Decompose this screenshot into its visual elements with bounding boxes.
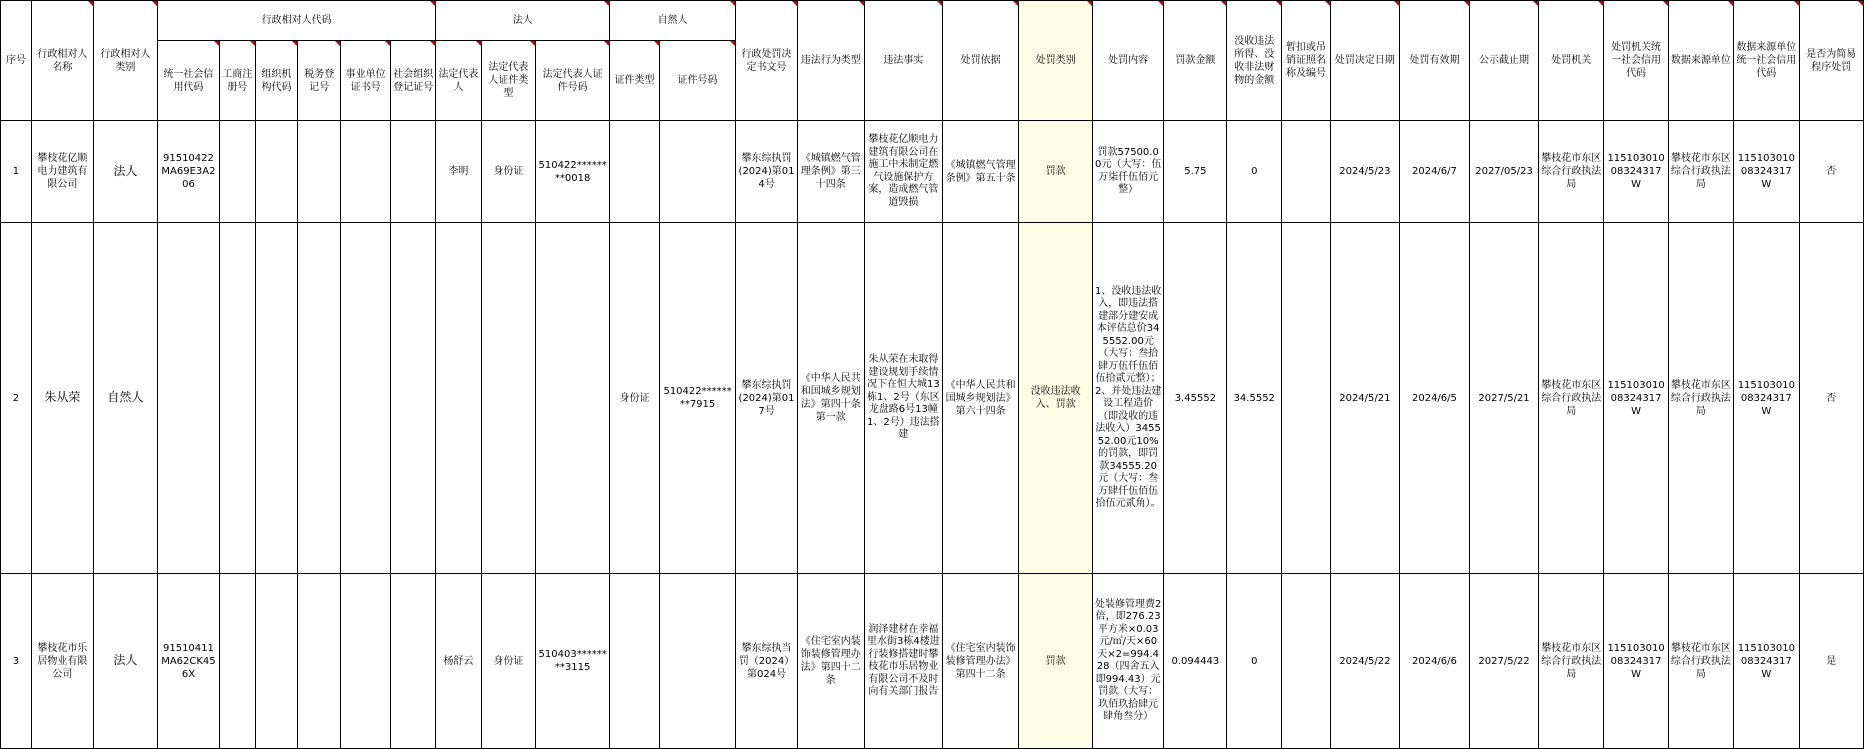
cell-category: 法人	[93, 574, 157, 749]
cell-publish-end: 2027/5/21	[1470, 223, 1539, 574]
header-np-id-type: 证件类型	[610, 41, 660, 121]
cell-penalty-category: 罚款	[1019, 574, 1093, 749]
cell-decision-date: 2024/5/21	[1330, 223, 1399, 574]
header-legal-rep-id-no: 法定代表人证件号码	[536, 41, 610, 121]
cell-penalty-category: 没收违法收入、罚款	[1019, 223, 1093, 574]
comment-marker-icon	[604, 41, 609, 46]
comment-marker-icon	[1013, 1, 1018, 6]
cell-category: 自然人	[93, 223, 157, 574]
comment-marker-icon	[530, 41, 535, 46]
cell-suspend-cert	[1282, 121, 1331, 223]
cell-seq: 1	[1, 121, 32, 223]
cell-confiscation: 0	[1227, 121, 1282, 223]
header-row-1	[1, 1, 1864, 41]
header-valid-until: 处罚有效期	[1399, 1, 1469, 121]
cell-tax-reg	[298, 574, 341, 749]
cell-biz-reg	[219, 574, 255, 749]
cell-confiscation: 34.5552	[1227, 223, 1282, 574]
cell-source-unit: 攀枝花市东区综合行政执法局	[1668, 223, 1733, 574]
cell-publish-end: 2027/5/22	[1470, 574, 1539, 749]
cell-seq: 2	[1, 223, 32, 574]
header-tax-reg: 税务登记号	[298, 41, 341, 121]
cell-source-code: 11510301008324317W	[1734, 574, 1799, 749]
cell-decision-no: 攀东综执当罚（2024）第024号	[736, 574, 798, 749]
cell-simple-proc: 否	[1799, 121, 1863, 223]
comment-marker-icon	[1464, 1, 1469, 6]
cell-biz-reg	[219, 223, 255, 574]
cell-penalty-content: 1、没收违法收入，即违法搭建部分建安成本评估总价345552.00元（大写：叁拾肆万伍仟伍佰伍拾贰元整）；2、并处违法建设工程造价（即没收的违法收入）345552.00元10%的罚款，即罚款34555.20元（大写：叁万肆仟伍佰伍拾伍元贰角）。	[1092, 223, 1163, 574]
header-social-org: 社会组织登记证号	[391, 41, 436, 121]
header-facts: 违法事实	[864, 1, 943, 121]
comment-marker-icon	[1794, 1, 1799, 6]
comment-marker-icon	[1728, 1, 1733, 6]
cell-name: 攀枝花市乐居物业有限公司	[31, 574, 93, 749]
header-uscc: 统一社会信用代码	[158, 41, 220, 121]
cell-valid-until: 2024/6/6	[1399, 574, 1469, 749]
header-publish-end: 公示截止期	[1470, 1, 1539, 121]
cell-legal-rep: 杨舒云	[436, 574, 481, 749]
cell-violation-type: 《城镇燃气管理条例》第三十四条	[797, 121, 864, 223]
cell-basis: 《城镇燃气管理条例》第五十条	[943, 121, 1019, 223]
comment-marker-icon	[250, 41, 255, 46]
comment-marker-icon	[430, 41, 435, 46]
cell-authority-code: 11510301008324317W	[1604, 223, 1668, 574]
cell-inst-cert	[341, 223, 391, 574]
cell-legal-rep-id-type: 身份证	[481, 121, 536, 223]
cell-inst-cert	[341, 574, 391, 749]
cell-decision-no: 攀东综执罚(2024)第014号	[736, 121, 798, 223]
cell-fine-amount: 5.75	[1164, 121, 1227, 223]
cell-org-code	[255, 574, 298, 749]
header-decision-date: 处罚决定日期	[1330, 1, 1399, 121]
header-violation-type: 违法行为类型	[797, 1, 864, 121]
cell-decision-date: 2024/5/23	[1330, 121, 1399, 223]
cell-legal-rep-id-type	[481, 223, 536, 574]
cell-suspend-cert	[1282, 223, 1331, 574]
cell-social-org	[391, 574, 436, 749]
comment-marker-icon	[1663, 1, 1668, 6]
comment-marker-icon	[859, 1, 864, 6]
comment-marker-icon	[88, 1, 93, 6]
cell-category: 法人	[93, 121, 157, 223]
header-group-natural-person: 自然人	[610, 1, 736, 41]
cell-authority: 攀枝花市东区综合行政执法局	[1539, 121, 1604, 223]
header-category: 行政相对人类别	[93, 1, 157, 121]
cell-social-org	[391, 121, 436, 223]
cell-penalty-content: 罚款57500.00元（大写：伍万柒仟伍佰元整）	[1092, 121, 1163, 223]
cell-legal-rep: 李明	[436, 121, 481, 223]
header-fine-amount: 罚款金额	[1164, 1, 1227, 121]
comment-marker-icon	[214, 41, 219, 46]
header-confiscation: 没收违法所得、没收非法财物的金额	[1227, 1, 1282, 121]
cell-org-code	[255, 121, 298, 223]
comment-marker-icon	[1394, 1, 1399, 6]
cell-legal-rep-id-no: 510403********3115	[536, 574, 610, 749]
header-org-code: 组织机构代码	[255, 41, 298, 121]
header-source-unit: 数据来源单位	[1668, 1, 1733, 121]
cell-uscc	[158, 223, 220, 574]
comment-marker-icon	[335, 41, 340, 46]
comment-marker-icon	[1087, 1, 1092, 6]
header-group-legal-person: 法人	[436, 1, 610, 41]
comment-marker-icon	[152, 1, 157, 6]
header-authority-code: 处罚机关统一社会信用代码	[1604, 1, 1668, 121]
header-penalty-content: 处罚内容	[1092, 1, 1163, 121]
cell-name: 朱从荣	[31, 223, 93, 574]
cell-inst-cert	[341, 121, 391, 223]
cell-facts: 朱从荣在未取得建设规划手续情况下在恒大城13栋1、2号（东区龙盘路6号13幢1、2号）违法搭建	[864, 223, 943, 574]
header-decision-no: 行政处罚决定书文号	[736, 1, 798, 121]
cell-valid-until: 2024/6/5	[1399, 223, 1469, 574]
cell-np-id-no: 510422********7915	[659, 223, 735, 574]
cell-org-code	[255, 223, 298, 574]
comment-marker-icon	[385, 41, 390, 46]
cell-uscc: 91510411MA62CK456X	[158, 574, 220, 749]
comment-marker-icon	[1276, 1, 1281, 6]
cell-fine-amount: 0.094443	[1164, 574, 1227, 749]
cell-name: 攀枝花亿顺电力建筑有限公司	[31, 121, 93, 223]
cell-penalty-category: 罚款	[1019, 121, 1093, 223]
comment-marker-icon	[937, 1, 942, 6]
header-name: 行政相对人名称	[31, 1, 93, 121]
cell-violation-type: 《中华人民共和国城乡规划法》第四十条第一款	[797, 223, 864, 574]
cell-np-id-no	[659, 121, 735, 223]
cell-penalty-content: 处装修管理费2倍，即276.23平方米×0.03元/㎡/天×60天×2=994.428（四舍五入即994.43）元罚款（大写：玖佰玖拾肆元肆角叁分）	[1092, 574, 1163, 749]
cell-legal-rep-id-type: 身份证	[481, 574, 536, 749]
comment-marker-icon	[730, 41, 735, 46]
comment-marker-icon	[1158, 1, 1163, 6]
cell-legal-rep-id-no: 510422********0018	[536, 121, 610, 223]
header-basis: 处罚依据	[943, 1, 1019, 121]
cell-facts: 攀枝花亿顺电力建筑有限公司在施工中未制定燃气设施保护方案，造成燃气管道毁损	[864, 121, 943, 223]
cell-legal-rep	[436, 223, 481, 574]
cell-authority: 攀枝花市东区综合行政执法局	[1539, 574, 1604, 749]
comment-marker-icon	[1598, 1, 1603, 6]
comment-marker-icon	[430, 1, 435, 6]
cell-np-id-type	[610, 121, 660, 223]
cell-confiscation: 0	[1227, 574, 1282, 749]
cell-np-id-no	[659, 574, 735, 749]
cell-fine-amount: 3.45552	[1164, 223, 1227, 574]
header-seq: 序号	[1, 1, 32, 121]
cell-source-code: 11510301008324317W	[1734, 223, 1799, 574]
cell-valid-until: 2024/6/7	[1399, 121, 1469, 223]
comment-marker-icon	[792, 1, 797, 6]
comment-marker-icon	[730, 1, 735, 6]
table-row	[1, 121, 1864, 223]
header-inst-cert: 事业单位证书号	[341, 41, 391, 121]
cell-publish-end: 2027/05/23	[1470, 121, 1539, 223]
cell-np-id-type: 身份证	[610, 223, 660, 574]
header-group-id-codes: 行政相对人代码	[158, 1, 436, 41]
header-suspend-cert: 暂扣或吊销证照名称及编号	[1282, 1, 1331, 121]
comment-marker-icon	[1533, 1, 1538, 6]
cell-decision-date: 2024/5/22	[1330, 574, 1399, 749]
header-legal-rep-id-type: 法定代表人证件类型	[481, 41, 536, 121]
header-authority: 处罚机关	[1539, 1, 1604, 121]
cell-tax-reg	[298, 121, 341, 223]
comment-marker-icon	[1221, 1, 1226, 6]
header-penalty-category: 处罚类别	[1019, 1, 1093, 121]
cell-source-unit: 攀枝花市东区综合行政执法局	[1668, 574, 1733, 749]
cell-authority-code: 11510301008324317W	[1604, 574, 1668, 749]
cell-authority-code: 11510301008324317W	[1604, 121, 1668, 223]
cell-decision-no: 攀东综执罚(2024)第017号	[736, 223, 798, 574]
cell-biz-reg	[219, 121, 255, 223]
header-np-id-no: 证件号码	[659, 41, 735, 121]
cell-basis: 《中华人民共和国城乡规划法》第六十四条	[943, 223, 1019, 574]
cell-seq: 3	[1, 574, 32, 749]
cell-basis: 《住宅室内装饰装修管理办法》第四十二条	[943, 574, 1019, 749]
header-simple-proc: 是否为简易程序处罚	[1799, 1, 1863, 121]
cell-social-org	[391, 223, 436, 574]
comment-marker-icon	[1325, 1, 1330, 6]
cell-uscc: 91510422MA69E3A206	[158, 121, 220, 223]
comment-marker-icon	[1858, 1, 1863, 6]
table-row	[1, 223, 1864, 574]
header-biz-reg: 工商注册号	[219, 41, 255, 121]
cell-source-code: 11510301008324317W	[1734, 121, 1799, 223]
comment-marker-icon	[476, 41, 481, 46]
cell-np-id-type	[610, 574, 660, 749]
comment-marker-icon	[292, 41, 297, 46]
header-source-code: 数据来源单位统一社会信用代码	[1734, 1, 1799, 121]
table-row	[1, 574, 1864, 749]
cell-violation-type: 《住宅室内装饰装修管理办法》第四十二条	[797, 574, 864, 749]
comment-marker-icon	[604, 1, 609, 6]
cell-facts: 润泽建材在幸福里水街3栋4楼进行装修搭建时攀枝花市乐居物业有限公司不及时向有关部门报告	[864, 574, 943, 749]
cell-suspend-cert	[1282, 574, 1331, 749]
cell-legal-rep-id-no	[536, 223, 610, 574]
cell-simple-proc: 否	[1799, 223, 1863, 574]
cell-authority: 攀枝花市东区综合行政执法局	[1539, 223, 1604, 574]
comment-marker-icon	[654, 41, 659, 46]
cell-simple-proc: 是	[1799, 574, 1863, 749]
cell-tax-reg	[298, 223, 341, 574]
header-legal-rep: 法定代表人	[436, 41, 481, 121]
cell-source-unit: 攀枝花市东区综合行政执法局	[1668, 121, 1733, 223]
